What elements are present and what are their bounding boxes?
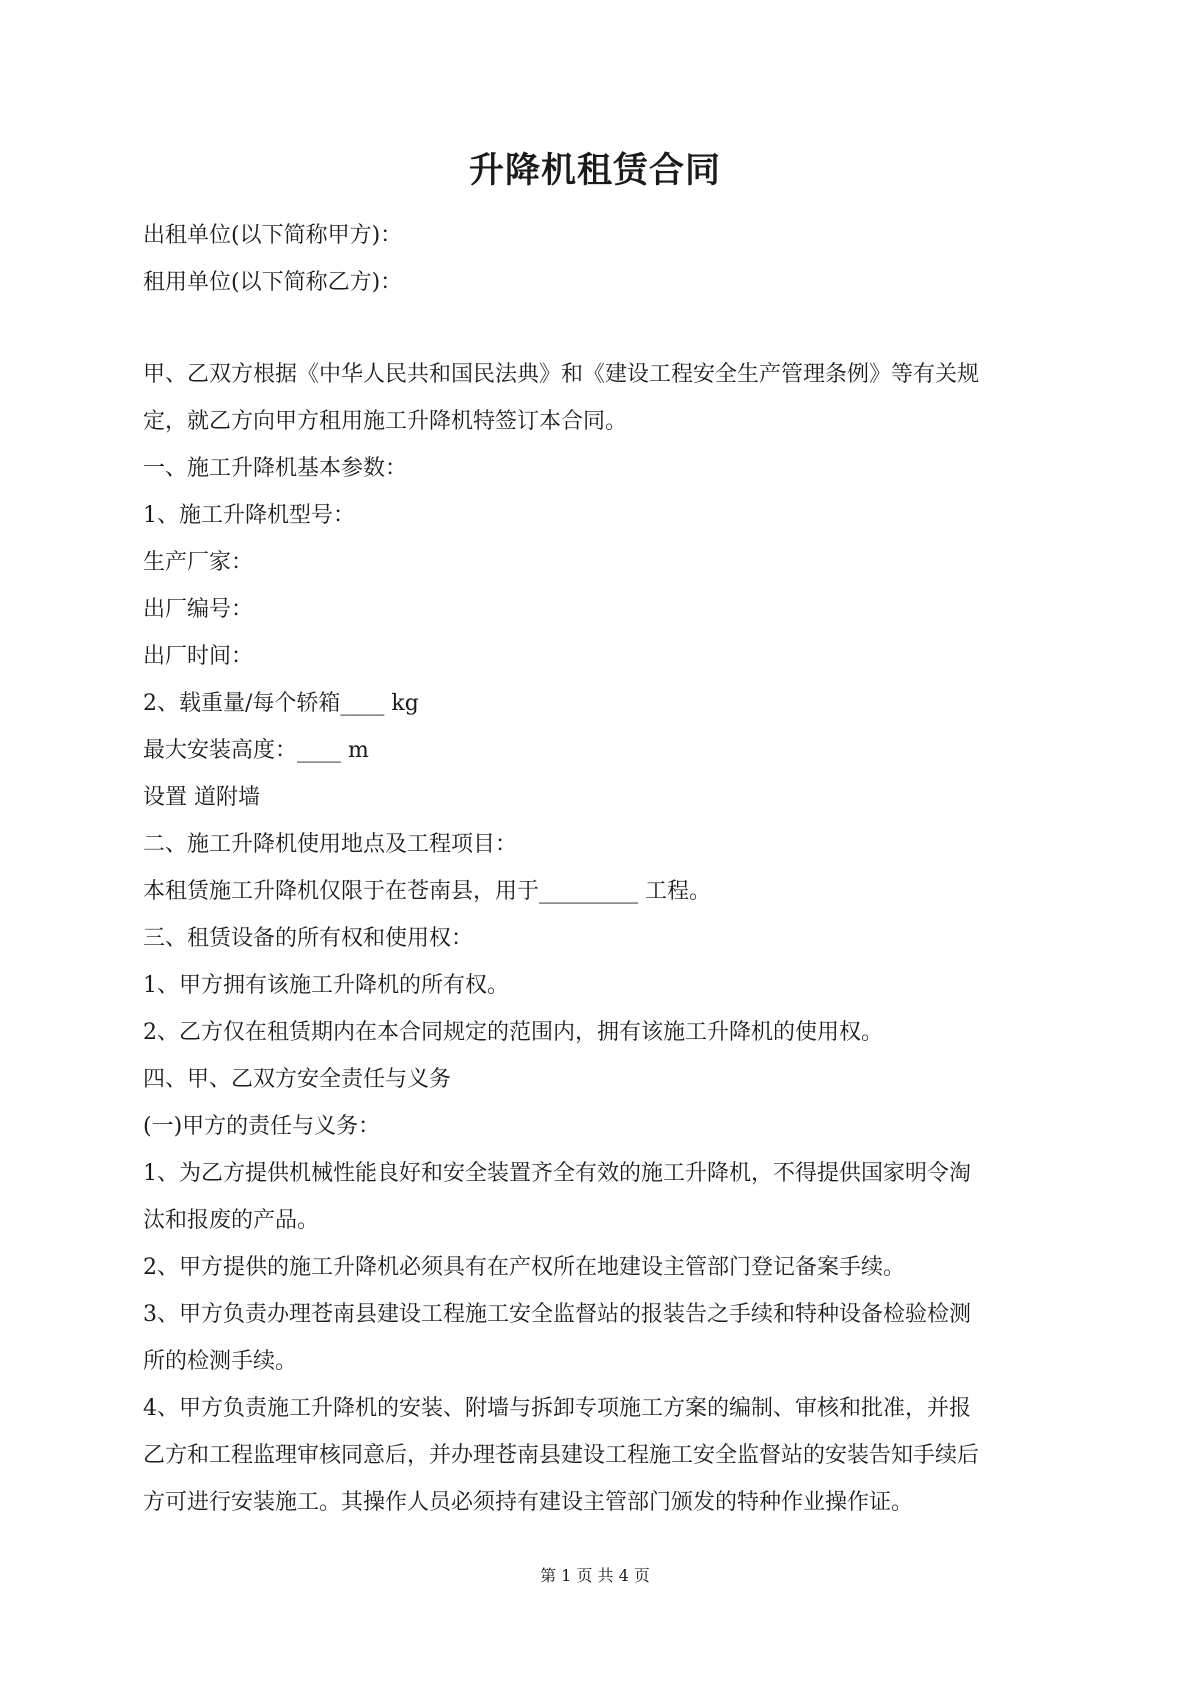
clause-line: 乙方和工程监理审核同意后，并办理苍南县建设工程施工安全监督站的安装告知手续后 — [143, 1443, 980, 1468]
clause-line: 生产厂家： — [143, 550, 254, 575]
clause-line: 三、租赁设备的所有权和使用权： — [143, 926, 474, 951]
clause-line: 2、乙方仅在租赁期内在本合同规定的范围内，拥有该施工升降机的使用权。 — [143, 1020, 883, 1045]
clause-line: 设置 道附墙 — [143, 785, 260, 810]
clause-line: 方可进行安装施工。其操作人员必须持有建设主管部门颁发的特种作业操作证。 — [143, 1490, 914, 1515]
clause-line: 本租赁施工升降机仅限于在苍南县，用于_________ 工程。 — [143, 879, 711, 904]
clause-line: 一、施工升降机基本参数： — [143, 456, 408, 481]
contract-clauses — [143, 351, 1053, 1526]
clause-line: 二、施工升降机使用地点及工程项目： — [143, 832, 518, 857]
clause-line: 出厂时间： — [143, 644, 254, 669]
clause-line: (一)甲方的责任与义务： — [143, 1114, 381, 1139]
clause-line: 四、甲、乙双方安全责任与义务 — [143, 1067, 452, 1092]
party-lessor-line: 出租单位(以下简称甲方)： — [143, 223, 403, 248]
clause-line: 1、为乙方提供机械性能良好和安全装置齐全有效的施工升降机，不得提供国家明令淘 — [143, 1161, 971, 1186]
clause-line: 最大安装高度：____ m — [143, 738, 369, 763]
clause-line: 4、甲方负责施工升降机的安装、附墙与拆卸专项施工方案的编制、审核和批准，并报 — [143, 1396, 971, 1421]
clause-line: 1、施工升降机型号： — [143, 503, 355, 528]
blank-gap — [143, 306, 1053, 351]
document-title: 升降机租赁合同 — [468, 150, 721, 191]
party-lessee-line: 租用单位(以下简称乙方)： — [143, 270, 403, 295]
clause-line: 定，就乙方向甲方租用施工升降机特签订本合同。 — [143, 409, 628, 434]
page-footer: 第 1 页 共 4 页 — [540, 1566, 650, 1585]
clause-line: 出厂编号： — [143, 597, 254, 622]
clause-line: 甲、乙双方根据《中华人民共和国民法典》和《建设工程安全生产管理条例》等有关规 — [143, 362, 980, 387]
clause-line: 2、甲方提供的施工升降机必须具有在产权所在地建设主管部门登记备案手续。 — [143, 1255, 905, 1280]
clause-line: 汰和报废的产品。 — [143, 1208, 320, 1233]
clause-line: 1、甲方拥有该施工升降机的所有权。 — [143, 973, 509, 998]
clause-line: 2、载重量/每个轿箱____ kg — [143, 691, 419, 716]
clause-line: 3、甲方负责办理苍南县建设工程施工安全监督站的报装告之手续和特种设备检验检测 — [143, 1302, 971, 1327]
document-body — [143, 212, 1053, 1526]
clause-line: 所的检测手续。 — [143, 1349, 298, 1374]
